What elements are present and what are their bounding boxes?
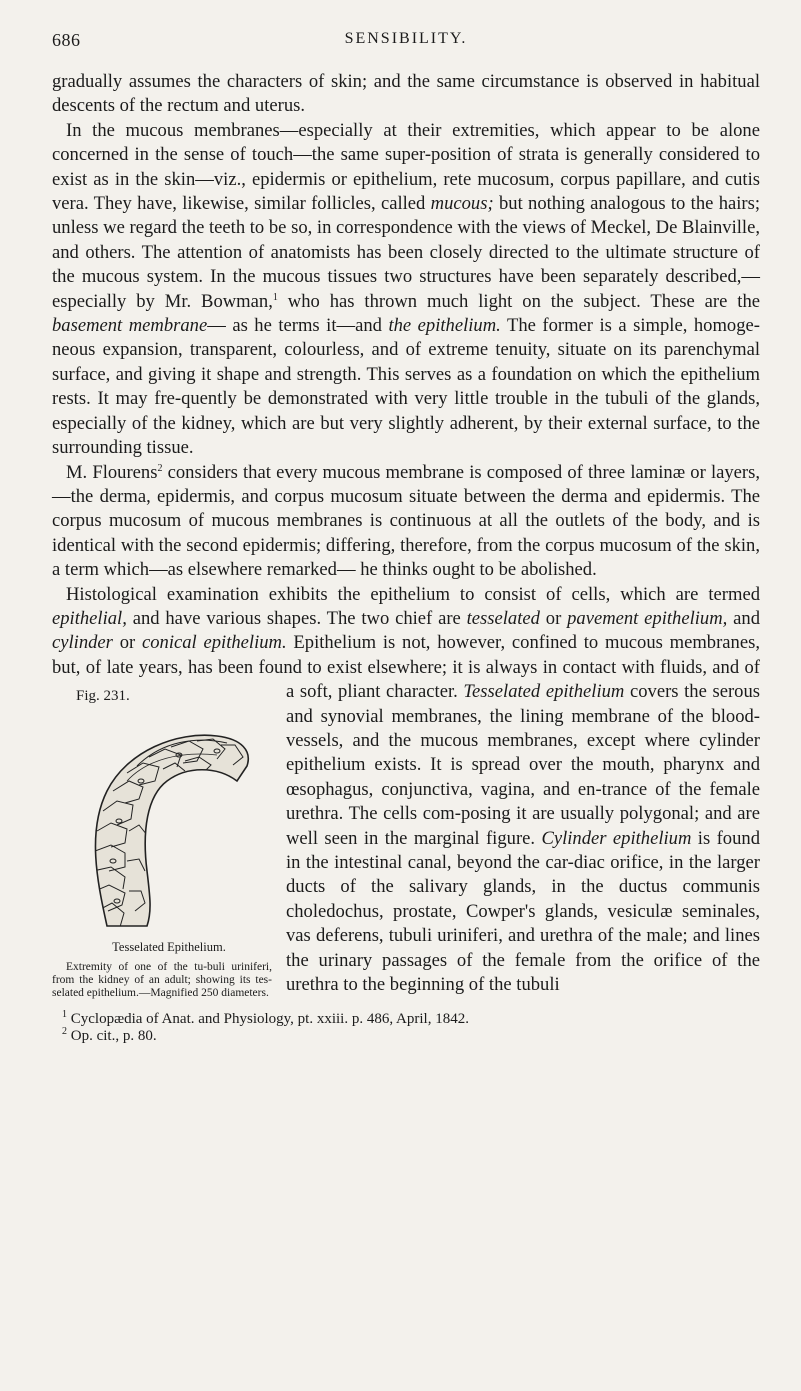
p4-text-f: Epithelium is not, however, confined to mucous membranes, but, of late years, has been found to exist elsewhere; it is always in contact with fluids, and of a soft, pliant character. bbox=[52, 632, 760, 703]
p4-text-e: or bbox=[112, 632, 142, 654]
figure-231 bbox=[52, 684, 272, 1000]
p4-term-conical: conical epithelium. bbox=[141, 632, 287, 654]
footnote-2-mark: 2 bbox=[62, 1026, 67, 1038]
figure-label: Fig. 231. bbox=[76, 688, 130, 705]
p2-term-mucous: mucous; bbox=[430, 193, 494, 215]
p3-text-a: M. Flourens bbox=[66, 461, 158, 483]
p2-term-basement-membrane: basement membrane bbox=[52, 315, 208, 337]
p4-text-b: and have various shapes. The two chief are bbox=[126, 607, 467, 629]
p4-term-epithelial: epithelial, bbox=[52, 607, 127, 629]
p4-text-c: or bbox=[539, 607, 568, 629]
p2-text-c: who has thrown much light on the subject. These are the bbox=[277, 290, 760, 312]
paragraph-2 bbox=[52, 119, 760, 461]
paragraph-4 bbox=[52, 583, 760, 998]
p2-term-epithelium: the epithelium. bbox=[388, 315, 501, 337]
footnote-ref-2: 2 bbox=[157, 462, 163, 474]
footnote-1-text: Cyclopædia of Anat. and Physiology, pt. xxiii. p. 486, April, 1842. bbox=[70, 1011, 469, 1028]
p4-term-cylinder-epithelium: Cylinder epithelium bbox=[541, 827, 692, 849]
p4-text-g: covers the serous and synovial membranes, the lining membrane of the blood-vessels, and the mucous membranes, except where cylinder epithelium exists. It is spread over the mouth, pharynx and œsophagus, conjunctiva, vagina, and en-trance of the female urethra. The cells com-posing it are usually polygonal; and are well seen in the marginal figure. bbox=[286, 681, 761, 849]
p4-term-tesselated: tesselated bbox=[466, 607, 540, 629]
p2-text-a: In the mucous membranes—especially at their extremities, which appear to be alone concerned in the sense of touch—the same super-position of strata is generally considered to exist as in the skin—viz., epidermis or epithelium, rete mucosum, corpus papillare, and cutis vera. They have, likewise, similar follicles, called bbox=[52, 119, 760, 215]
p4-text-d: and bbox=[727, 607, 760, 629]
p4-term-pavement: pavement epithelium, bbox=[567, 607, 728, 629]
p4-text-a: Histological examination exhibits the epithelium to consist of cells, which are termed bbox=[66, 583, 760, 605]
page-number: 686 bbox=[52, 30, 81, 50]
figure-caption-body: Extremity of one of the tu-buli uriniferi, from the kidney of an adult; showing its tes-selated epithelium.—Magnified 250 diameters. bbox=[52, 960, 272, 999]
book-page bbox=[52, 30, 760, 1045]
tesselated-epithelium-illustration bbox=[67, 711, 257, 931]
footnote-ref-1: 1 bbox=[272, 291, 278, 303]
footnote-1 bbox=[52, 1011, 760, 1028]
paragraph-3 bbox=[52, 461, 760, 583]
paragraph-1 bbox=[52, 70, 760, 119]
p4-term-tesselated-epithelium: Tesselated epithelium bbox=[463, 681, 625, 703]
page-header bbox=[52, 30, 760, 58]
figure-caption-title: Tesselated Epithelium. bbox=[112, 939, 226, 954]
paragraph-1-text: gradually assumes the characters of skin; and the same circumstance is observed in habitual descents of the rectum and uterus. bbox=[52, 71, 760, 117]
footnote-2 bbox=[52, 1028, 760, 1045]
p3-text-b: considers that every mucous membrane is composed of three laminæ or layers,—the derma, epidermis, and corpus mucosum situate between the derma and epidermis. The corpus mucosum of mucous membranes is continuous at all the outlets of the body, and is identical with the second epidermis; differing, therefore, from the corpus mucosum of the skin, a term which—as elsewhere remarked— he thinks ought to be abolished. bbox=[52, 461, 760, 581]
p2-text-d: — as he terms it—and bbox=[207, 315, 389, 337]
footnote-2-text: Op. cit., p. 80. bbox=[70, 1028, 157, 1045]
p4-text-h: is found in the intestinal canal, beyond the car-diac orifice, in the larger ducts of the salivary glands, in the ductus communis choledochus, prostate, Cowper's glands, vesiculæ seminales, vas deferens, tubuli uriniferi, and urethra of the male; and lines the urinary passages of the female from the orifice of the urethra to the beginning of the tubuli bbox=[286, 827, 760, 996]
p2-text-e: The former is a simple, homoge-neous expansion, transparent, colourless, and of extreme tenuity, situate on its parenchymal surface, and giving it shape and strength. This serves as a foundation on which the epithelium rests. It may fre-quently be demonstrated with very little trouble in the tubuli of the glands, especially of the kidney, which are but very slightly adherent, by their external surface, to the surrounding tissue. bbox=[52, 315, 760, 459]
p4-term-cylinder: cylinder bbox=[52, 632, 113, 654]
footnotes bbox=[52, 1011, 760, 1045]
running-head: SENSIBILITY. bbox=[344, 30, 468, 47]
footnote-1-mark: 1 bbox=[62, 1009, 67, 1021]
p2-text-b: but nothing analogous to the hairs; unless we regard the teeth to be so, in correspondence with the views of Meckel, De Blainville, and others. The attention of anatomists has been closely directed to the ultimate structure of the mucous system. In the mucous tissues two structures have been separately described,—especially by Mr. Bowman, bbox=[52, 193, 760, 312]
body-text bbox=[52, 70, 760, 997]
